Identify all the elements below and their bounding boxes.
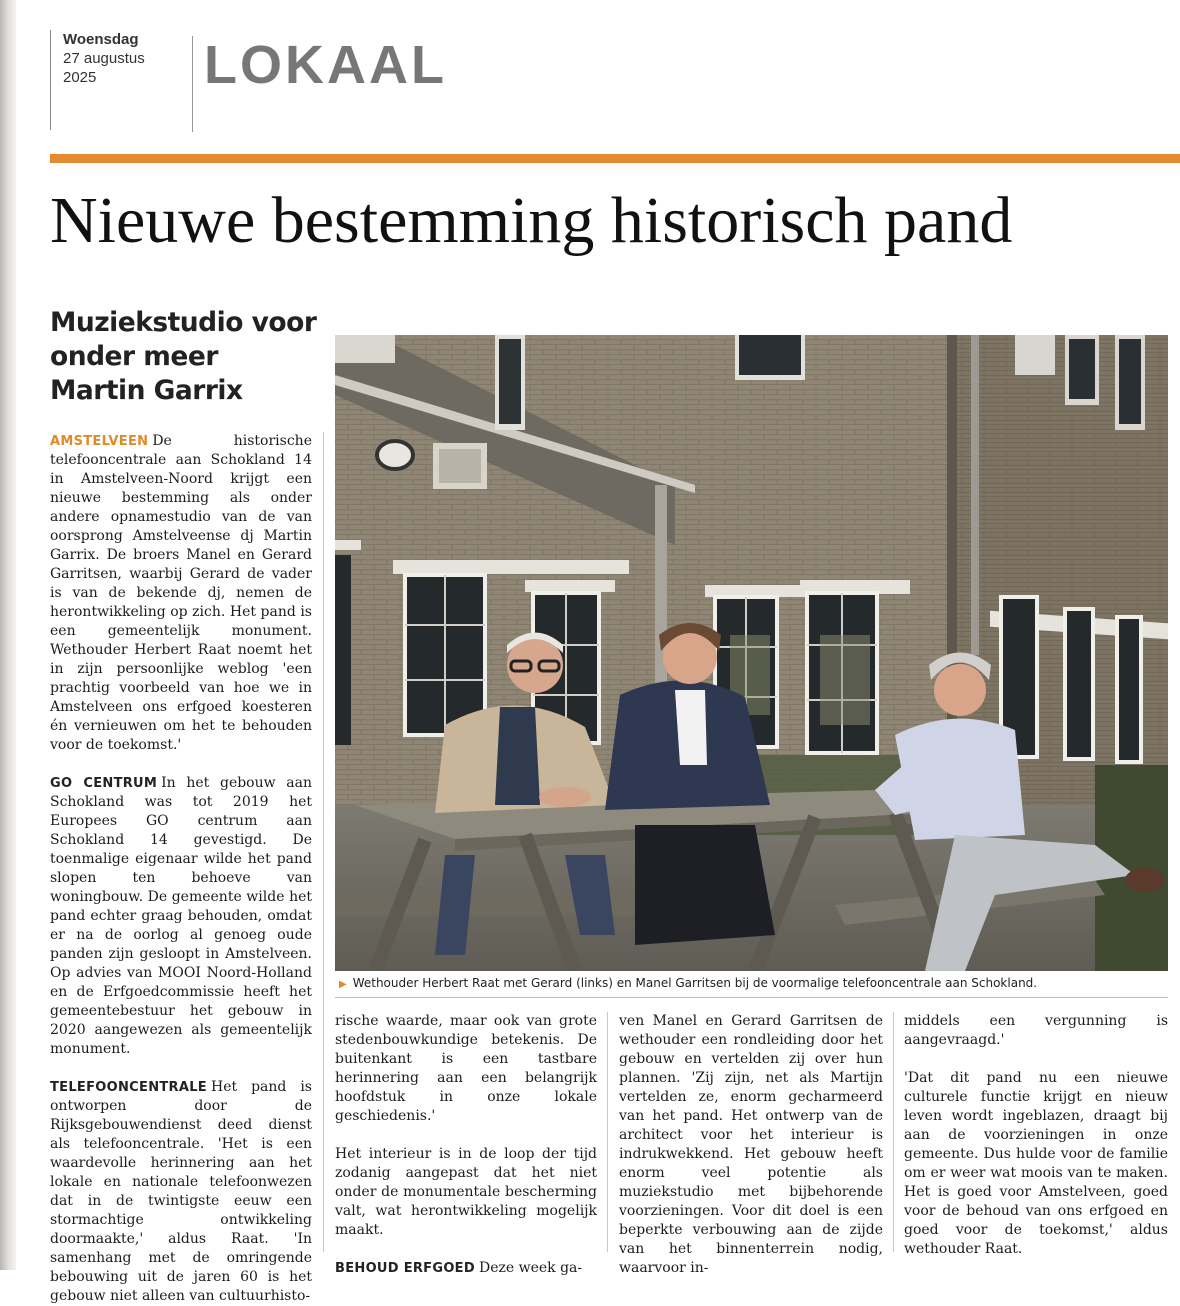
page-spine-shadow <box>0 0 16 1270</box>
paragraph-text: Deze week ga- <box>478 1260 583 1276</box>
article-column-2 <box>335 1012 597 1278</box>
article-photo <box>335 335 1168 971</box>
paragraph-text: middels een vergunning is aangevraagd.' <box>904 1013 1168 1048</box>
article-column-3 <box>619 1012 883 1278</box>
article-column-1 <box>50 432 312 1306</box>
caption-triangle-icon: ▶ <box>339 979 347 990</box>
paragraph-text: Het pand is ontworpen door de Rijksgebouwendienst deed dienst als telefooncentrale. 'Het is een waardevolle herinnering aan het lokale en nationale telefoonwezen dat in de twintigste eeuw een stormachtige ontwikkeling doormaakte,' aldus Raat. 'In samenhang met de omringende bebouwing uit de jaren 60 is het gebouw niet alleen van cultuurhisto- <box>50 1079 312 1304</box>
paragraph-text: De historische telefooncentrale aan Schokland 14 in Amstelveen-Noord krijgt een nieuwe bestemming als onder andere opnamestudio van de van oorsprong Amstelveense dj Martin Garrix. De broers Manel en Gerard Garritsen, waarbij Gerard de vader is van de bekende dj, nemen de herontwikkeling op zich. Het pand is een gemeentelijk monument. Wethouder Herbert Raat noemt het in zijn persoonlijke weblog 'een prachtig voorbeeld van hoe we in Amstelveen ons erfgoed koesteren én vernieuwen om het te behouden voor de toekomst.' <box>50 433 312 753</box>
paragraph <box>619 1012 883 1278</box>
paragraph <box>904 1069 1168 1259</box>
paragraph-kicker: AMSTELVEEN <box>50 434 149 449</box>
paragraph-kicker: GO CENTRUM <box>50 776 158 791</box>
column-rule <box>893 1012 894 1252</box>
issue-weekday: Woensdag <box>63 31 139 48</box>
article-headline: Nieuwe bestemming historisch pand <box>50 184 1013 257</box>
paragraph-text: ven Manel en Gerard Garritsen de wethouder een rondleiding door het gebouw en vertelden zij over hun plannen. 'Zij zijn, net als Martijn vertelden ze, enorm gecharmeerd van het pand. Het ontwerp van de architect voor het interieur is indrukwekkend. Het gebouw heeft enorm veel potentie als muziekstudio met bijbehorende voorzieningen. Voor dit doel is een beperkte verbouwing aan de zijde van het binnenterrein nodig, waarvoor in- <box>619 1013 883 1276</box>
paragraph-text: Het interieur is in de loop der tijd zodanig aangepast dat het niet onder de monumentale bescherming valt, wat herontwikkeling mogelijk maakt. <box>335 1146 597 1238</box>
paragraph <box>50 1078 312 1306</box>
photo-caption <box>339 975 1169 993</box>
column-rule <box>607 1012 608 1252</box>
paragraph <box>335 1259 597 1278</box>
caption-divider <box>335 997 1168 998</box>
column-rule <box>323 432 324 1252</box>
masthead-divider <box>192 36 193 132</box>
issue-day-month: 27 augustus <box>63 50 145 67</box>
article-column-4 <box>904 1012 1168 1259</box>
section-title: LOKAAL <box>204 35 447 95</box>
article-subheadline: Muziekstudio voor onder meer Martin Garrix <box>50 307 317 406</box>
accent-bar <box>50 154 1180 163</box>
paragraph <box>335 1145 597 1240</box>
paragraph-kicker: BEHOUD ERFGOED <box>335 1261 475 1276</box>
paragraph <box>50 432 312 755</box>
issue-year: 2025 <box>63 69 97 86</box>
caption-text: Wethouder Herbert Raat met Gerard (links) en Manel Garritsen bij de voormalige telefooncentrale aan Schokland. <box>352 976 1038 990</box>
paragraph <box>904 1012 1168 1050</box>
paragraph <box>335 1012 597 1126</box>
paragraph-text: In het gebouw aan Schokland was tot 2019 het Europees GO centrum aan Schokland 14 gevestigd. De toenmalige eigenaar wilde het pand slopen ten behoeve van woningbouw. De gemeente wilde het pand echter graag behouden, omdat er na de oorlog al genoeg oude panden zijn gesloopt in Amstelveen. Op advies van MOOI Noord-Holland en de Erfgoedcommissie heeft het gemeentebestuur het gebouw in 2020 aangewezen als gemeentelijk monument. <box>50 775 312 1057</box>
issue-date <box>50 30 173 130</box>
paragraph-text: rische waarde, maar ook van grote stedenbouwkundige betekenis. De buitenkant is een tastbare herinnering aan een belangrijk hoofdstuk in onze lokale geschiedenis.' <box>335 1013 597 1124</box>
paragraph <box>50 774 312 1059</box>
paragraph-text: 'Dat dit pand nu een nieuwe culturele functie krijgt en nieuw leven wordt ingeblazen, draagt bij aan de voorzieningen in onze gemeente. Dus hulde voor de familie om er weer wat moois van te maken. Het is goed voor Amstelveen, goed voor de behoud van ons erfgoed en goed voor de toekomst,' aldus wethouder Raat. <box>904 1070 1168 1257</box>
paragraph-kicker: TELEFOONCENTRALE <box>50 1080 207 1095</box>
